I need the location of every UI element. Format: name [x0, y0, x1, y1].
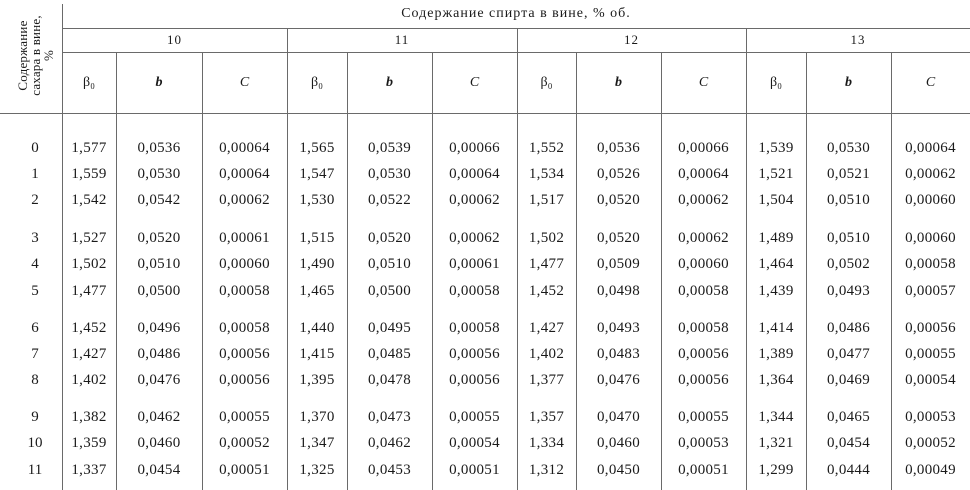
table-cell: 0,00062	[905, 165, 956, 182]
table-cell: 0,0510	[826, 191, 871, 208]
subheader-b: b	[386, 74, 393, 90]
table-cell: 0,00060	[905, 229, 956, 246]
table-cell: 0,00055	[905, 345, 956, 362]
table-cell: 0,00058	[449, 319, 500, 336]
table-cell: 1,527	[71, 229, 107, 246]
table-cell: 1,427	[528, 319, 565, 336]
table-cell: 0,00064	[219, 165, 270, 182]
table-cell: 1,370	[299, 408, 335, 425]
table-cell: 1,402	[71, 371, 107, 388]
row-label: 1	[31, 165, 39, 182]
table-cell: 0,00064	[219, 139, 270, 156]
table-cell: 0,00064	[678, 165, 729, 182]
table-cell: 1,452	[528, 282, 565, 299]
table-cell: 0,0530	[367, 165, 412, 182]
table-cell: 0,0444	[826, 461, 871, 478]
table-cell: 1,477	[528, 255, 565, 272]
table-cell: 0,0500	[137, 282, 181, 299]
table-cell: 1,321	[758, 434, 794, 451]
table-cell: 0,0496	[137, 319, 181, 336]
table-cell: 0,0522	[367, 191, 412, 208]
table-cell: 0,0483	[596, 345, 641, 362]
row-label: 5	[31, 282, 39, 299]
table-cell: 1,377	[528, 371, 565, 388]
table-cell: 0,00051	[449, 461, 500, 478]
table-cell: 1,440	[299, 319, 335, 336]
table-cell: 0,00064	[905, 139, 956, 156]
table-cell: 0,0460	[596, 434, 641, 451]
table-cell: 1,402	[528, 345, 565, 362]
table-cell: 0,00061	[449, 255, 500, 272]
subheader-beta0: β₀	[540, 74, 553, 90]
table-cell: 0,00054	[449, 434, 500, 451]
row-label: 7	[31, 345, 39, 362]
table-cell: 1,534	[528, 165, 565, 182]
group-header: 11	[394, 32, 410, 47]
table-cell: 1,489	[758, 229, 794, 246]
rule-header	[0, 113, 970, 114]
table-cell: 0,00056	[219, 345, 270, 362]
table-cell: 0,0485	[367, 345, 412, 362]
table-cell: 0,00066	[449, 139, 500, 156]
table-cell: 0,00058	[678, 319, 729, 336]
table-cell: 0,00058	[678, 282, 729, 299]
table-cell: 1,504	[758, 191, 794, 208]
row-header	[8, 2, 62, 108]
table-cell: 1,334	[528, 434, 565, 451]
table-cell: 0,0520	[596, 191, 641, 208]
table-cell: 0,0536	[137, 139, 181, 156]
subheader-c: C	[239, 74, 250, 90]
group-header: 13	[850, 32, 866, 47]
table-cell: 0,0453	[367, 461, 412, 478]
table-cell: 1,312	[528, 461, 565, 478]
table-cell: 0,00060	[219, 255, 270, 272]
table-cell: 1,502	[71, 255, 107, 272]
row-header-line-1: Содержание	[14, 19, 30, 91]
table-cell: 0,0521	[826, 165, 871, 182]
table-cell: 1,359	[71, 434, 107, 451]
table-cell: 1,521	[758, 165, 794, 182]
table-cell: 1,299	[758, 461, 794, 478]
row-label: 10	[27, 434, 43, 451]
table-cell: 1,530	[299, 191, 335, 208]
row-header-line-2: сахара в вине,	[27, 14, 43, 96]
table-cell: 0,00056	[219, 371, 270, 388]
table-cell: 0,00060	[905, 191, 956, 208]
table-cell: 1,357	[528, 408, 565, 425]
table-cell: 1,439	[758, 282, 794, 299]
subheader-c: C	[469, 74, 480, 90]
table-cell: 1,389	[758, 345, 794, 362]
table-cell: 0,0450	[596, 461, 641, 478]
table-cell: 0,00055	[449, 408, 500, 425]
table-cell: 0,00058	[905, 255, 956, 272]
table-cell: 1,347	[299, 434, 335, 451]
table-cell: 0,0473	[367, 408, 412, 425]
table-cell: 0,00064	[449, 165, 500, 182]
table-cell: 1,415	[299, 345, 335, 362]
table-cell: 1,542	[71, 191, 107, 208]
table-cell: 0,0536	[596, 139, 641, 156]
table-cell: 1,565	[299, 139, 335, 156]
table-cell: 0,0460	[137, 434, 181, 451]
table-cell: 0,00052	[219, 434, 270, 451]
table-cell: 0,0470	[596, 408, 641, 425]
group-header: 12	[624, 32, 639, 47]
table-cell: 1,452	[71, 319, 107, 336]
table-cell: 0,0486	[826, 319, 871, 336]
subheader-c: C	[925, 74, 936, 90]
row-label: 9	[31, 408, 39, 425]
table-cell: 0,0495	[367, 319, 412, 336]
table-cell: 1,577	[71, 139, 107, 156]
table-cell: 0,00056	[678, 371, 729, 388]
table-cell: 0,00060	[678, 255, 729, 272]
table-cell: 1,325	[299, 461, 335, 478]
table-cell: 1,502	[528, 229, 565, 246]
table-cell: 1,414	[758, 319, 794, 336]
table-cell: 0,00062	[449, 191, 500, 208]
table-cell: 1,515	[299, 229, 335, 246]
table-cell: 0,0530	[137, 165, 181, 182]
table-cell: 0,0520	[137, 229, 181, 246]
table-cell: 0,00058	[449, 282, 500, 299]
group-header: 10	[167, 32, 182, 47]
table-cell: 0,0542	[137, 191, 181, 208]
table-cell: 0,0510	[826, 229, 871, 246]
table-cell: 0,0539	[367, 139, 412, 156]
table-cell: 0,0502	[826, 255, 871, 272]
table-cell: 0,00055	[219, 408, 270, 425]
table-cell: 0,00051	[678, 461, 729, 478]
table-cell: 0,00056	[449, 371, 500, 388]
table-cell: 0,00058	[219, 319, 270, 336]
subheader-c: C	[698, 74, 709, 90]
table-cell: 1,464	[758, 255, 794, 272]
row-label: 2	[31, 191, 39, 208]
table-cell: 0,00062	[678, 229, 729, 246]
table-cell: 0,0454	[826, 434, 871, 451]
table-cell: 0,0510	[367, 255, 412, 272]
table-cell: 0,00062	[449, 229, 500, 246]
table-cell: 1,559	[71, 165, 107, 182]
row-label: 11	[27, 461, 43, 478]
table-cell: 0,0486	[137, 345, 181, 362]
table-cell: 1,477	[71, 282, 107, 299]
table-cell: 0,0476	[137, 371, 181, 388]
subheader-b: b	[615, 74, 622, 90]
subheader-b: b	[155, 74, 163, 90]
table-cell: 0,0462	[367, 434, 412, 451]
table-cell: 0,00066	[678, 139, 729, 156]
table-cell: 0,0493	[596, 319, 641, 336]
table-cell: 0,0520	[367, 229, 412, 246]
row-label: 0	[31, 139, 39, 156]
table-cell: 1,344	[758, 408, 794, 425]
table-cell: 0,0465	[826, 408, 871, 425]
row-header-line-3: %	[40, 49, 56, 61]
table-cell: 0,00056	[449, 345, 500, 362]
table-cell: 0,0526	[596, 165, 641, 182]
row-label: 6	[31, 319, 39, 336]
table-cell: 0,00053	[905, 408, 956, 425]
table-cell: 0,0462	[137, 408, 181, 425]
table-cell: 0,00053	[678, 434, 729, 451]
table-cell: 0,0510	[137, 255, 181, 272]
table-cell: 0,0530	[826, 139, 871, 156]
table-cell: 0,0500	[367, 282, 412, 299]
table-cell: 0,0477	[826, 345, 871, 362]
row-label: 4	[31, 255, 39, 272]
table-cell: 0,00049	[905, 461, 956, 478]
table-cell: 0,00054	[905, 371, 956, 388]
table-cell: 0,0469	[826, 371, 871, 388]
table-cell: 0,0478	[367, 371, 412, 388]
table-cell: 0,00061	[219, 229, 270, 246]
table-cell: 1,427	[71, 345, 107, 362]
table-cell: 0,0498	[596, 282, 641, 299]
table-cell: 0,00051	[219, 461, 270, 478]
subheader-beta0: β₀	[769, 74, 782, 90]
table-cell: 0,00056	[678, 345, 729, 362]
table-cell: 0,0509	[596, 255, 641, 272]
table-cell: 1,552	[528, 139, 565, 156]
table-title: Содержание спирта в вине, % об.	[401, 6, 631, 21]
table-cell: 0,0493	[826, 282, 871, 299]
table-cell: 1,490	[299, 255, 335, 272]
table-cell: 0,00062	[678, 191, 729, 208]
table-cell: 0,00062	[219, 191, 270, 208]
row-label: 8	[31, 371, 39, 388]
table-cell: 1,465	[299, 282, 335, 299]
row-label: 3	[31, 229, 39, 246]
subheader-beta0: β₀	[82, 74, 95, 90]
subheader-beta0: β₀	[310, 74, 323, 90]
table-cell: 0,00055	[678, 408, 729, 425]
table-cell: 1,364	[758, 371, 794, 388]
table-cell: 1,337	[71, 461, 107, 478]
table-cell: 0,0520	[596, 229, 641, 246]
table-cell: 0,0454	[137, 461, 181, 478]
table-cell: 0,00056	[905, 319, 956, 336]
table-cell: 0,00058	[219, 282, 270, 299]
table-cell: 0,00057	[905, 282, 956, 299]
table-cell: 1,382	[71, 408, 107, 425]
table-cell: 1,547	[299, 165, 335, 182]
subheader-b: b	[845, 74, 852, 90]
table-cell: 1,517	[528, 191, 565, 208]
table-cell: 1,395	[299, 371, 335, 388]
table-cell: 1,539	[758, 139, 794, 156]
table-cell: 0,0476	[596, 371, 641, 388]
table-cell: 0,00052	[905, 434, 956, 451]
